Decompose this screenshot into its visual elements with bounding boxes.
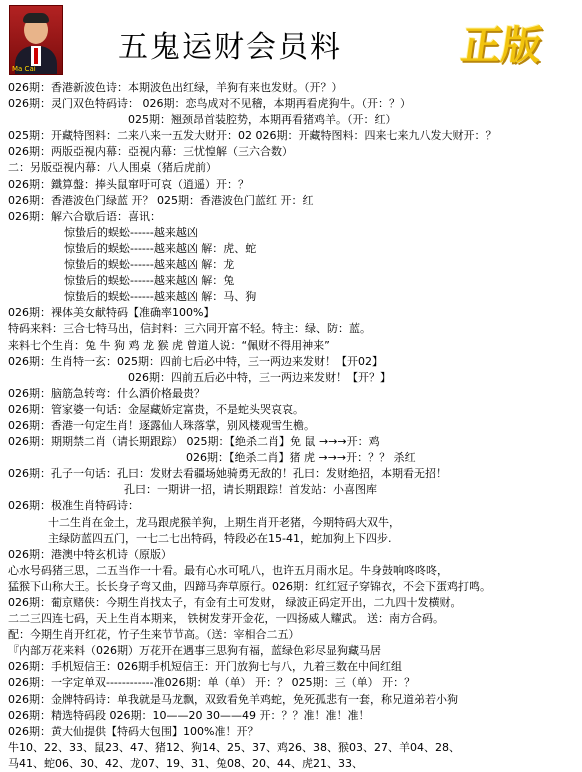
- text-line: 026期：黄大仙提供【特码大包围】100%准！开？: [8, 724, 259, 738]
- text-line: 『内部万花来料（026期）万花开在遇事三思狗有福，蓝绿色彩尽显狗藏马居: [8, 644, 381, 658]
- text-line: 026期：期期禁二肖（请长期跟踪） 025期：【绝杀二肖】免 鼠 →→→开：鸡: [8, 435, 380, 449]
- text-line: 牛10、22、33、鼠23、47、猪12、狗14、25、37、鸡26、38、猴03、27、羊04、28、: [8, 740, 460, 754]
- text-line: 026期：手机短信王：026期手机短信王：开门放狗七与八，九着三数在中间红组: [8, 660, 402, 674]
- text-line: 026期：生肖特一玄：025期：四前七后必中特，三一两边来发财！【开02】: [8, 354, 383, 368]
- text-line: 025期：开藏特图料：二来八来一五发大财开：02 026期：开藏特图料：四来七来九八发大财开：？: [8, 129, 497, 143]
- text-line: 惊蛰后的蜈蚣------越来越凶 解：兔: [64, 274, 235, 288]
- text-line: 惊蛰后的蜈蚣------越来越凶 解：虎、蛇: [64, 241, 257, 255]
- text-line: 026期：金牌特码诗：单我就是马龙飘，双致看免羊鸡蛇，免死孤悲有一套，称兄道弟若小狗: [8, 692, 458, 706]
- text-line: 心水号码猪三思，二五当作一十看。最有心水可吼八，也许五月雨水足。牛身鼓响咚咚咚，: [8, 563, 448, 577]
- text-line: 026期：精选特码段 026期：10——20 30——49 开：？？准！准！准！: [8, 708, 370, 722]
- text-line: 二二三四连七码，天上生肖本期来， 铁树发芽开金花，一四扬威人耀武。 送：南方合码。: [8, 612, 444, 626]
- text-line: 特码来料：三合七特马出，信封料：三六同开富不轻。特主：绿、防：蓝。: [8, 322, 371, 336]
- text-line: 配：今期生肖开红花，竹子生来节节高。（送：宰相合二五）: [8, 628, 300, 642]
- text-line: 026期：香港波色门绿蓝 开？ 025期：香港波色门蓝红 开：红: [8, 193, 314, 207]
- content-body: [8, 80, 578, 772]
- text-line: 026期：脑筋急转弯：什么酒价格最贵？: [8, 386, 205, 400]
- text-line: 主绿防蓝四五门，一七二七出特码，特段必在15-41，蛇加狗上下四步.: [48, 531, 392, 545]
- text-line: 026期：裸体美女献特码【准确率100%】: [8, 306, 215, 320]
- text-line: 惊蛰后的蜈蚣------越来越凶 解：龙: [64, 258, 235, 272]
- text-line: 026期：鐵算盤：捧头鼠窜吁可哀（逍遥）开：？: [8, 177, 249, 191]
- text-line: 马41、蛇06、30、42、龙07、19、31、兔08、20、44、虎21、33、: [8, 756, 363, 770]
- text-line: 孔曰：一期讲一招，请长期跟踪！首发站：小喜图库: [124, 483, 377, 497]
- page-title: 五鬼运财会员料: [118, 30, 342, 65]
- text-line: 026期：管家婆一句话：金屋藏娇定富贵，不是蛇头哭哀哀。: [8, 402, 304, 416]
- portrait-caption: Ma Cai: [12, 65, 36, 73]
- genuine-stamp: 正版: [458, 23, 545, 69]
- header: [0, 0, 582, 80]
- text-line: 026期：灵门双色特码诗： 026期：恋鸟成对不见稽，本期再看虎狗牛。（开：？）: [8, 97, 411, 111]
- text-line: 026期：香港一句定生肖！逐露仙人珠落掌，别风楼观雪生檐。: [8, 418, 315, 432]
- text-line: 026期：孔子一句话：孔曰：发财去看疆场她骑勇无敌的！孔曰：发财绝招，本期看无招！: [8, 467, 447, 481]
- text-line: 二：另版亞視内幕：八人围桌（猪后虎前）: [8, 161, 217, 175]
- text-line: 026期：一字定单双------------准026期：单（单） 开：？ 025期：三（单） 开：？: [8, 676, 416, 690]
- portrait-hair: [23, 13, 49, 23]
- text-line: 来料七个生肖：兔 牛 狗 鸡 龙 猴 虎 曾道人说：“佩财不得用神来”: [8, 338, 330, 352]
- text-line: 026期：葡京赌侠：今期生肖找太子，有金有土可发财， 绿波正码定开出，二九四十发横财。: [8, 596, 462, 609]
- text-line: 惊蛰后的蜈蚣------越来越凶 解：马、狗: [64, 290, 257, 304]
- portrait-photo: [9, 5, 63, 75]
- text-line: 026期：极准生肖特码诗：: [8, 499, 139, 513]
- text-line: 026期：【绝杀二肖】猪 虎 →→→开：？？ 杀红: [186, 451, 416, 465]
- text-line: 惊蛰后的蜈蚣------越来越凶: [64, 225, 198, 239]
- text-line: 026期：港澳中特玄机诗（原版）: [8, 547, 172, 561]
- text-line: 026期：解六合歇后语：喜讯：: [8, 209, 161, 223]
- text-line: 十二生肖在金土，龙马跟虎猴羊狗，上期生肖开老猪，今期特码大双牛，: [48, 515, 400, 529]
- text-line: 猛猴下山称大王。长长身子弯又曲，四蹄马奔草原行。026期：红红冠子穿锦衣，不会下蛋鸡打鸣。: [8, 579, 491, 593]
- text-line: 026期：香港新波色诗：本期波色出红绿，羊狗有来也发财。（开？）: [8, 81, 343, 94]
- text-line: 026期：四前五后必中特，三一两边来发财！【开？】: [128, 370, 391, 384]
- text-line: 026期：两版亞視内幕：亞視内幕：三忧惶解（三六合数）: [8, 145, 293, 159]
- portrait-tie: [34, 48, 38, 64]
- text-line: 025期：翘颈昂首装腔势，本期再看猪鸡羊。（开：红）: [128, 113, 397, 127]
